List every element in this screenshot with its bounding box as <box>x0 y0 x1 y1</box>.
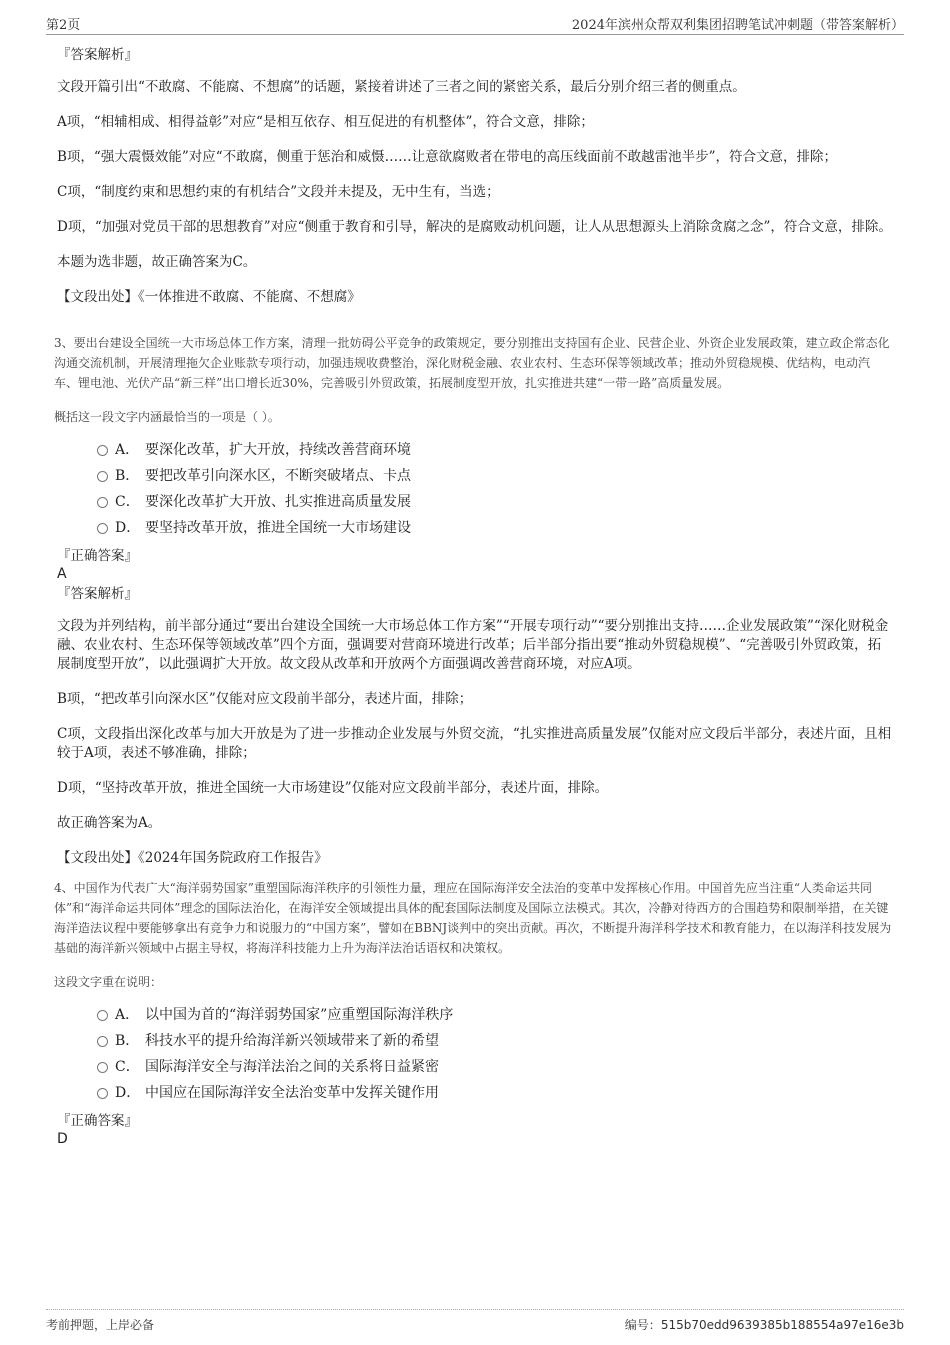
q3-answer: A <box>57 566 67 582</box>
q4-prompt: 这段文字重在说明： <box>54 975 163 989</box>
footer-code <box>625 1316 904 1333</box>
page-number: 第2页 <box>46 18 81 33</box>
radio-icon[interactable] <box>97 445 108 456</box>
document-title: 2024年滨州众帮双利集团招聘笔试冲刺题（带答案解析） <box>571 18 904 33</box>
radio-icon[interactable] <box>97 523 108 534</box>
q3-options <box>57 437 893 541</box>
q2-analysis-label: 『答案解析』 <box>57 47 138 63</box>
page-header <box>46 14 904 35</box>
q2-analysis-option-b: B项，“强大震慑效能”对应“不敢腐，侧重于惩治和威慑……让意欲腐败者在带电的高压线面前不敢越雷池半步”，符合文意，排除； <box>57 149 838 165</box>
q4-stem: 4、中国作为代表广大“海洋弱势国家”重塑国际海洋秩序的引领性力量，理应在国际海洋安全法治的变革中发挥核心作用。中国首先应当注重“人类命运共同体”和“海洋命运共同体”理念的国际法治化，在海洋安全领域提出具体的配套国际法制度及国际立法模式。其次，冷静对待西方的合围趋势和限制举措，在关键海洋造法议程中要能够拿出有竞争力和说服力的“中国方案”，譬如在BBNJ谈判中的突出贡献。再次，不断提升海洋科学技术和教育能力，在以海洋科技发展为基础的海洋新兴领域中占据主导权，将海洋科技能力上升为海洋法治话语权和决策权。 <box>54 881 892 955</box>
q4-answer-label: 『正确答案』 <box>57 1113 138 1129</box>
q3-analysis-option-b: B项，“把改革引向深水区”仅能对应文段前半部分，表述片面，排除； <box>57 691 473 707</box>
q2-analysis-option-a: A项，“相辅相成、相得益彰”对应“是相互依存、相互促进的有机整体”，符合文意，排除； <box>57 114 594 130</box>
footer-slogan: 考前押题，上岸必备 <box>46 1318 155 1332</box>
q2-analysis-option-d: D项，“加强对党员干部的思想教育”对应“侧重于教育和引导，解决的是腐败动机问题，让人从思想源头上消除贪腐之念”，符合文意，排除。 <box>57 219 892 235</box>
q3-analysis-paragraph: 文段为并列结构，前半部分通过“要出台建设全国统一大市场总体工作方案”“开展专项行动”“要分别推出支持……企业发展政策”“深化财税金融、农业农村、生态环保等领域改革”四个方面，强调要对营商环境进行改革；后半部分指出要“推动外贸稳规模”、“完善吸引外贸政策，拓展制度型开放”，以此强调扩大开放。故文段从改革和开放两个方面强调改善营商环境，对应A项。 <box>57 618 889 672</box>
q3-conclusion: 故正确答案为A。 <box>57 815 162 831</box>
q4-answer: D <box>57 1131 68 1147</box>
footer-code-value: 515b70edd9639385b188554a97e16e3b <box>660 1318 904 1332</box>
q3-answer-label: 『正确答案』 <box>57 548 138 564</box>
q3-source: 【文段出处】《2024年国务院政府工作报告》 <box>57 850 328 866</box>
page-footer <box>46 1309 904 1334</box>
radio-icon[interactable] <box>97 497 108 508</box>
q3-option-c[interactable]: C． 要深化改革扩大开放、扎实推进高质量发展 <box>57 489 893 515</box>
q3-analysis-option-d: D项，“坚持改革开放，推进全国统一大市场建设”仅能对应文段前半部分，表述片面，排除。 <box>57 780 609 796</box>
q3-analysis-option-c: C项，文段指出深化改革与加大开放是为了进一步推动企业发展与外贸交流，“扎实推进高质量发展”仅能对应文段后半部分，表述片面，且相较于A项，表述不够准确，排除； <box>57 726 892 761</box>
q4-option-d[interactable]: D． 中国应在国际海洋安全法治变革中发挥关键作用 <box>57 1080 893 1106</box>
q4-option-b[interactable]: B． 科技水平的提升给海洋新兴领域带来了新的希望 <box>57 1028 893 1054</box>
q2-conclusion: 本题为选非题，故正确答案为C。 <box>57 254 257 270</box>
radio-icon[interactable] <box>97 1088 108 1099</box>
radio-icon[interactable] <box>97 471 108 482</box>
q3-option-b[interactable]: B． 要把改革引向深水区，不断突破堵点、卡点 <box>57 463 893 489</box>
radio-icon[interactable] <box>97 1036 108 1047</box>
q2-source: 【文段出处】《一体推进不敢腐、不能腐、不想腐》 <box>57 289 361 305</box>
q2-analysis-option-c: C项，“制度约束和思想约束的有机结合”文段并未提及，无中生有，当选； <box>57 184 500 200</box>
q4-option-c[interactable]: C． 国际海洋安全与海洋法治之间的关系将日益紧密 <box>57 1054 893 1080</box>
q3-option-d[interactable]: D． 要坚持改革开放，推进全国统一大市场建设 <box>57 515 893 541</box>
q4-option-a[interactable]: A． 以中国为首的“海洋弱势国家”应重塑国际海洋秩序 <box>57 1002 893 1028</box>
page-content <box>54 44 893 1148</box>
q4-options <box>57 1002 893 1106</box>
q2-analysis-paragraph: 文段开篇引出“不敢腐、不能腐、不想腐”的话题，紧接着讲述了三者之间的紧密关系，最后分别介绍三者的侧重点。 <box>57 79 746 95</box>
radio-icon[interactable] <box>97 1010 108 1021</box>
footer-code-label: 编号： <box>624 1318 661 1332</box>
q3-stem: 3、要出台建设全国统一大市场总体工作方案，清理一批妨碍公平竞争的政策规定，要分别推出支持国有企业、民营企业、外资企业发展政策，建立政企常态化沟通交流机制，开展清理拖欠企业账款专项行动，加强违规收费整治，深化财税金融、农业农村、生态环保等领域改革；推动外贸稳规模、优结构，电动汽车、锂电池、光伏产品“新三样”出口增长近30%，完善吸引外贸政策，拓展制度型开放，扎实推进共建“一带一路”高质量发展。 <box>54 336 890 390</box>
q3-analysis-label: 『答案解析』 <box>57 586 138 602</box>
q3-prompt: 概括这一段文字内涵最恰当的一项是（ ）。 <box>54 410 280 424</box>
q3-option-a[interactable]: A． 要深化改革，扩大开放，持续改善营商环境 <box>57 437 893 463</box>
radio-icon[interactable] <box>97 1062 108 1073</box>
